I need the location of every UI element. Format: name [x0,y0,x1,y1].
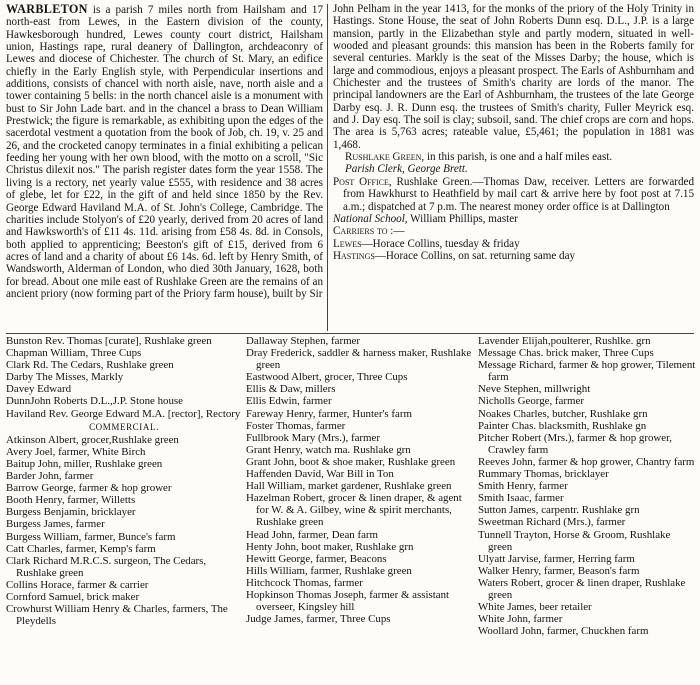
directory-entry: Hewitt George, farmer, Beacons [246,552,387,565]
private-residents-list [6,335,242,420]
directory-entry: Smith Isaac, farmer [478,492,564,505]
carrier-lewes-name: Lewes [333,237,362,250]
rushlake-green-text: in this parish, is one and a half miles east. [426,151,613,164]
directory-entry: Cornford Samuel, brick maker [6,590,140,603]
carriers-heading: Carriers to :— [333,225,405,238]
parish-description [6,3,323,300]
directory-entry: Booth Henry, farmer, Willetts [6,494,136,507]
directory-entry: Avery Joel, farmer, White Birch [6,445,146,458]
directory-entry: Fareway Henry, farmer, Hunter's farm [246,407,412,420]
directory-entry: Barder John, farmer [6,470,94,483]
directory-entry: Woollard John, farmer, Chuckhen farm [478,625,649,638]
directory-entry: Hazelman Robert, grocer & linen draper, & agent for W. & A. Gilbey, wine & spirit merchants, Rushlake green [246,492,462,529]
directory-entry: Clark Richard M.R.C.S. surgeon, The Cedars, Rushlake green [6,554,207,579]
directory-entry: Pitcher Robert (Mrs.), farmer & hop grower, Crawley farm [478,431,673,456]
carrier-hastings-text: —Horace Collins, on sat. returning same day [374,249,576,262]
directory-entry: Burgess James, farmer [6,518,105,531]
directory-entry: Rummary Thomas, bricklayer [478,468,609,481]
directory-entry: Tunnell Trayton, Horse & Groom, Rushlake green [478,528,671,553]
directory-entry: Ulyatt Jarvise, farmer, Herring farm [478,552,635,565]
directory-entry: Clark Rd. The Cedars, Rushlake green [6,359,174,372]
directory-entry: Hills William, farmer, Rushlake green [246,564,412,577]
directory-entry: Dray Frederick, saddler & harness maker, Rushlake green [246,347,472,372]
directory-entry: Sutton James, carpentr. Rushlake grn [478,504,640,517]
directory-entry: Bunston Rev. Thomas [curate], Rushlake green [6,335,212,347]
directory-entry: Message Chas. brick maker, Three Cups [478,347,654,360]
directory-entry: Foster Thomas, farmer [246,419,346,432]
directory-entry: Grant John, boot & shoe maker, Rushlake green [246,455,456,468]
parish-clerk [333,163,694,175]
directory-entry: Reeves John, farmer & hop grower, Chantry farm [478,455,695,468]
section-rule [6,333,694,334]
directory-entry: Walker Henry, farmer, Beason's farm [478,564,640,577]
directory-entry: Darby The Misses, Markly [6,371,124,384]
directory-entry: Dallaway Stephen, farmer [246,335,361,347]
rushlake-green-paragraph [333,151,694,163]
national-school-text: William Phillips, master [410,212,518,225]
directory-entry: Smith Henry, farmer [478,480,568,493]
directory-column-1 [6,335,242,627]
parish-intro [6,3,323,300]
directory-entry: Neve Stephen, millwright [478,383,591,396]
directory-entry: Head John, farmer, Dean farm [246,528,379,541]
directory-entry: Noakes Charles, butcher, Rushlake grn [478,407,648,420]
directory-entry: Lavender Elijah,poulterer, Rushlke. grn [478,335,651,347]
directory-entry: Fullbrook Mary (Mrs.), farmer [246,431,380,444]
directory-entry: Painter Chas. blacksmith, Rushlake gn [478,419,647,432]
parish-description-continued [333,3,694,262]
parish-continuation: John Pelham in the year 1413, for the monks of the priory of the Holy Trinity in Hastings. Stone House, the seat of John Roberts Dunn esq. D.L., J.P. is a large mansion, partly in the Elizabethan style and partly modern, situated in well-wooded and pleasant grounds: this mansion has been in the Roberts family for several centuries. Markly is the seat of the Misses Darby; the house, which is large and commodious, enjoys a pleasant prospect. The Earls of Ashburnham and Chichester and the trustees of Smith's charity are lords of the manor. The principal landowners are the Earl of Ashburnham, the trustees of the late George Darby esq. J. R. Dunn esq. the trustees of Smith's charity, Fuller Meyrick esq. and J. Day esq. The soil is clay; subsoil, sand. The chief crops are corn and hops. The area is 5,763 acres; rateable value, £5,461; the population in 1881 was 1,468. [333,3,694,151]
commercial-list [6,434,242,628]
directory-entry: DunnJohn Roberts D.L.,J.P. Stone house [6,395,183,408]
directory-entry: Hopkinson Thomas Joseph, farmer & assistant overseer, Kingsley hill [246,588,450,614]
directory-entry: Hall William, market gardener, Rushlake green [246,480,452,493]
rushlake-green-name: Rushlake Green, [345,151,425,164]
directory-entry: Ellis Edwin, farmer [246,395,332,408]
directory-entry: Henty John, boot maker, Rushlake grn [246,540,414,553]
commercial-heading: COMMERCIAL. [89,421,159,432]
directory-entry: Sweetman Richard (Mrs.), farmer [478,516,626,529]
directory-entry: Catt Charles, farmer, Kemp's farm [6,542,156,555]
parish-clerk-text: Parish Clerk, George Brett. [345,163,468,176]
directory-entry: Barrow George, farmer & hop grower [6,482,172,495]
column-divider [327,4,328,331]
directory-entry: Collins Horace, farmer & carrier [6,578,149,591]
directory-entry: Judge James, farmer, Three Cups [246,613,391,626]
directory-column-3 [478,335,696,637]
directory-entry: Ellis & Daw, millers [246,383,336,396]
directory-entry: Message Richard, farmer & hop grower, Tilement farm [478,359,696,384]
directory-entry: Baitup John, miller, Rushlake green [6,457,163,470]
directory-entry: Atkinson Albert, grocer,Rushlake green [6,433,179,446]
carrier-lewes [333,238,694,250]
directory-entry: Eastwood Albert, grocer, Three Cups [246,371,408,384]
directory-entry: Haffenden David, War Bill in Ton [246,468,394,481]
parish-intro-text: is a parish 7 miles north from Hailsham and 17 north-east from Lewes, in the Eastern division of the county, Hawkesborough hundred, Lewes county court district, Hailsham union, Hastings rape, rural deanery of Dallington, archdeaconry of Lewes and diocese of Chichester. The church of St. Mary, an edifice chiefly in the Early English style, with Perpendicular insertions and additions, consists of chancel with north aisle, nave, north aisle and a tower containing 5 bells: in the north chancel aisle is a monument with bust to Sir John Lade bart. and in the chancel a brass to Dean William Prestwick; the figure is remarkable, as exhibiting upon the edges of the sacerdotal vestment a quotation from the book of Job, ch. 19, v. 25 and 26, and the crocketed canopy terminates in a finial exhibiting a pelican feeding her young with her own blood, with the motto on a scroll, "Sic Christus dilexit nos." The parish register dates form the year 1558. The living is a rectory, net yearly value £555, with residence and 38 acres of glebe, let for £22, in the gift of and held since 1850 by the Rev. George Edward Haviland M.A. of St. John's College, Cambridge. The charities include Stolyon's of £20 yearly, derived from 20 acres of land and Hawksworth's of £11 4s. 11d. arising from £58 4s. 8d. in Consols, both applied to apprenticing; Beeston's gift of £15, derived from 6 acres of land and a charity of about £6 14s. 6d. left by Henry Smith, of Wandsworth, Alderman of London, who died 30th January, 1628, both for bread. About one mile east of Rushlake Green are the remains of an ancient priory (now forming part of the Priory farm house), built by Sir [6,4,323,300]
directory-entry: Waters Robert, grocer & linen draper, Rushlake green [478,576,686,601]
directory-entry: Chapman William, Three Cups [6,347,142,360]
directory-entry: White John, farmer [478,613,563,626]
directory-entry: White James, beer retailer [478,601,592,614]
national-school [333,213,694,225]
post-office-text: Rushlake Green.—Thomas Daw, receiver. Letters are forwarded from Hawkhurst to Heathfield by mail cart & arrive here by foot post at 7.15 a.m.; dispatched at 7 p.m. The nearest money order office is at Dallington [343,175,694,213]
post-office-paragraph [333,176,694,213]
directory-entry: Davey Edward [6,383,72,396]
carrier-hastings [333,250,694,262]
directory-entry: Burgess William, farmer, Bunce's farm [6,530,176,543]
carrier-lewes-text: —Horace Collins, tuesday & friday [361,237,520,250]
directory-entry: Haviland Rev. George Edward M.A. [rector], Rectory [6,407,241,420]
national-school-name: National School, [333,212,408,225]
parish-name: WARBLETON [6,2,88,16]
post-office-name: Post Office, [333,175,392,188]
carrier-hastings-name: Hastings [333,249,375,262]
directory-entry: Nicholls George, farmer [478,395,584,408]
directory-column-2 [246,335,474,625]
directory-entry: Hitchcock Thomas, farmer [246,576,363,589]
directory-entry: Crowhurst William Henry & Charles, farmers, The Pleydells [6,603,228,628]
directory-entry: Grant Henry, watch ma. Rushlake grn [246,443,411,456]
directory-entry: Burgess Benjamin, bricklayer [6,506,136,519]
